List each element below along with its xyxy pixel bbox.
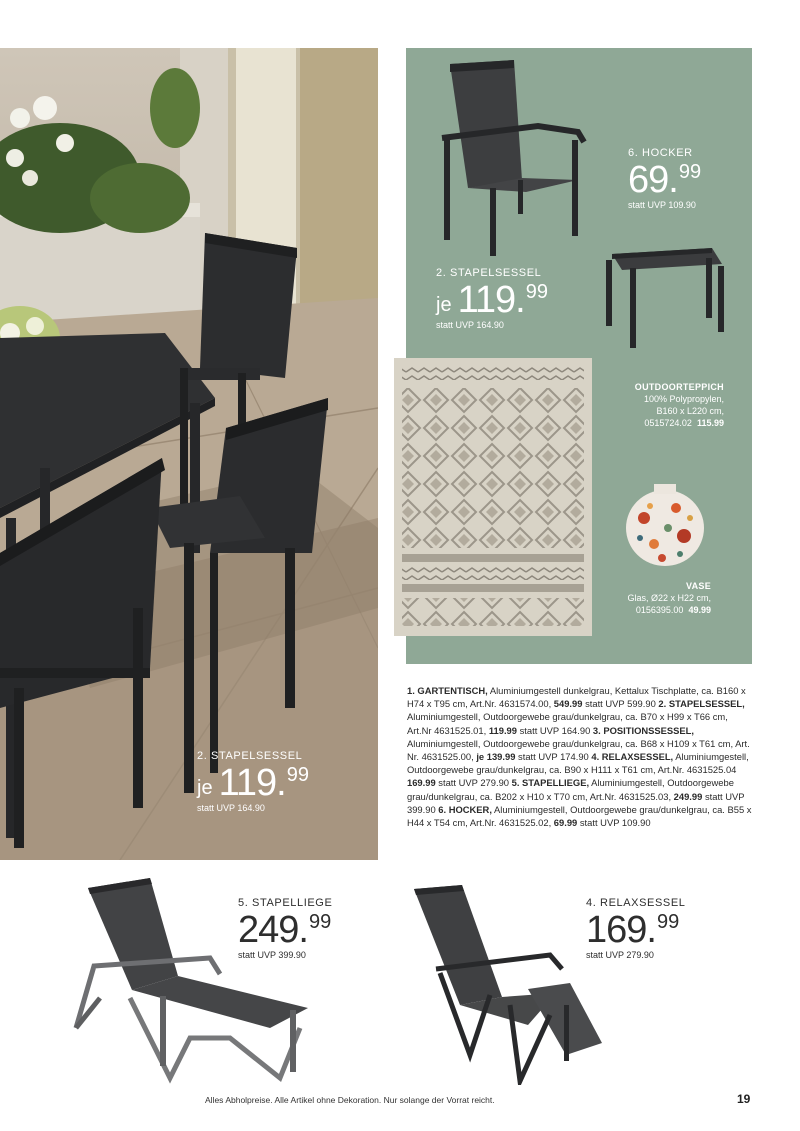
item-price: je 139.99: [476, 751, 516, 763]
item-price: 69.99: [553, 817, 578, 829]
hocker-price-tag: [628, 148, 701, 210]
product-label: 6. HOCKER: [628, 147, 693, 159]
relaxsessel-price-tag: [586, 898, 686, 960]
page-number: 19: [737, 1092, 751, 1106]
item-uvp: statt UVP 109.90: [577, 817, 651, 829]
item-price: 169.99: [407, 777, 436, 789]
terrace-photo: [0, 48, 378, 860]
price-integer: 249.: [238, 909, 308, 951]
item-uvp: statt UVP 399.90: [407, 790, 745, 815]
item-title: 4. RELAXSESSEL,: [591, 751, 674, 763]
item-title: 1. GARTENTISCH,: [407, 685, 488, 696]
stapelsessel-price-tag: [436, 268, 548, 330]
product-article: [600, 604, 711, 616]
item-details: Aluminiumgestell, Outdoorgewebe grau/dunkelgrau, ca. B55 x H44 x T54 cm, Art.Nr. 4631525.02,: [407, 803, 752, 829]
price-decimal: 99: [308, 911, 332, 933]
article-number: 0156395.00: [635, 605, 684, 615]
price-decimal: 99: [525, 281, 548, 303]
article-number: 0515724.02: [644, 418, 692, 428]
product-price: 115.99: [696, 418, 724, 428]
uvp-price: statt UVP 164.90: [197, 803, 265, 813]
product-description: [407, 684, 753, 829]
price: [238, 911, 332, 949]
terrace-scene: [0, 48, 378, 860]
price-integer: 169.: [586, 909, 656, 951]
product-label: 2. STAPELSESSEL: [436, 267, 542, 279]
item-title: 5. STAPELLIEGE,: [511, 777, 590, 789]
price-integer: 119.: [457, 279, 525, 321]
price: [436, 281, 548, 319]
hocker-image: [602, 244, 730, 352]
item-price: 549.99: [553, 698, 583, 710]
stapelsessel-image: [438, 60, 598, 260]
product-material: Glas, Ø22 x H22 cm,: [627, 593, 711, 603]
item-price: 249.99: [673, 790, 703, 802]
item-title: 3. POSITIONSSESSEL,: [592, 724, 694, 736]
product-price: 49.99: [688, 605, 711, 615]
footer-disclaimer: Alles Abholpreise. Alle Artikel ohne Dekoration. Nur solange der Vorrat reicht.: [205, 1095, 495, 1105]
price-decimal: 99: [656, 911, 680, 933]
item-details: Aluminiumgestell, Outdoorgewebe grau/dunkelgrau, ca. B202 x H10 x T70 cm, Art.Nr. 4631525.03,: [407, 777, 734, 802]
stapelliege-price-tag: [238, 898, 332, 960]
vase-info: [600, 580, 711, 616]
product-title: OUTDOORTEPPICH: [634, 382, 724, 392]
price-prefix: je: [436, 294, 452, 316]
product-material: 100% Polypropylen,: [643, 394, 724, 404]
uvp-price: statt UVP 164.90: [436, 320, 504, 330]
price-decimal: 99: [678, 161, 702, 183]
price: [197, 764, 309, 802]
product-article: [600, 417, 724, 429]
item-details: Aluminiumgestell, Outdoorgewebe grau/dunkelgrau, ca. B68 x H109 x T61 cm, Art. Nr. 4631525.00,: [407, 737, 750, 763]
relaxsessel-image: [410, 885, 610, 1085]
price-integer: 69.: [628, 159, 678, 201]
item-price: 119.99: [488, 724, 517, 736]
outdoorteppich-image: [394, 358, 592, 636]
uvp-price: statt UVP 279.90: [586, 950, 654, 960]
item-details: Aluminiumgestell, Outdoorgewebe grau/dunkelgrau, ca. B70 x H99 x T66 cm, Art.Nr 4631525.01,: [407, 711, 728, 736]
item-uvp: statt UVP 279.90: [435, 777, 512, 789]
uvp-price: statt UVP 399.90: [238, 950, 306, 960]
product-dimensions: B160 x L220 cm,: [656, 406, 724, 416]
uvp-price: statt UVP 109.90: [628, 200, 696, 210]
vase-image: [624, 478, 706, 570]
photo-price-tag: [197, 751, 309, 813]
product-title: VASE: [685, 581, 711, 591]
price-prefix: je: [197, 777, 213, 799]
outdoorteppich-info: [600, 381, 724, 429]
item-uvp: statt UVP 164.90: [516, 724, 593, 736]
item-details: Aluminiumgestell, Outdoorgewebe grau/dunkelgrau, ca. B90 x H111 x T61 cm, Art.Nr. 4631525.04: [407, 751, 749, 776]
price: [586, 911, 686, 949]
item-title: 2. STAPELSESSEL,: [658, 698, 745, 710]
item-uvp: statt UVP 174.90: [515, 751, 592, 763]
item-details: Aluminiumgestell dunkelgrau, Kettalux Tischplatte, ca. B160 x H74 x T95 cm, Art.Nr. 4631574.00,: [407, 685, 746, 710]
product-label: 5. STAPELLIEGE: [238, 897, 333, 909]
price: [628, 161, 701, 199]
price-integer: 119.: [218, 762, 286, 804]
price-decimal: 99: [286, 764, 309, 786]
item-title: 6. HOCKER,: [438, 803, 492, 815]
item-uvp: statt UVP 599.90: [582, 698, 659, 710]
product-label: 2. STAPELSESSEL: [197, 750, 303, 762]
product-label: 4. RELAXSESSEL: [586, 897, 686, 909]
